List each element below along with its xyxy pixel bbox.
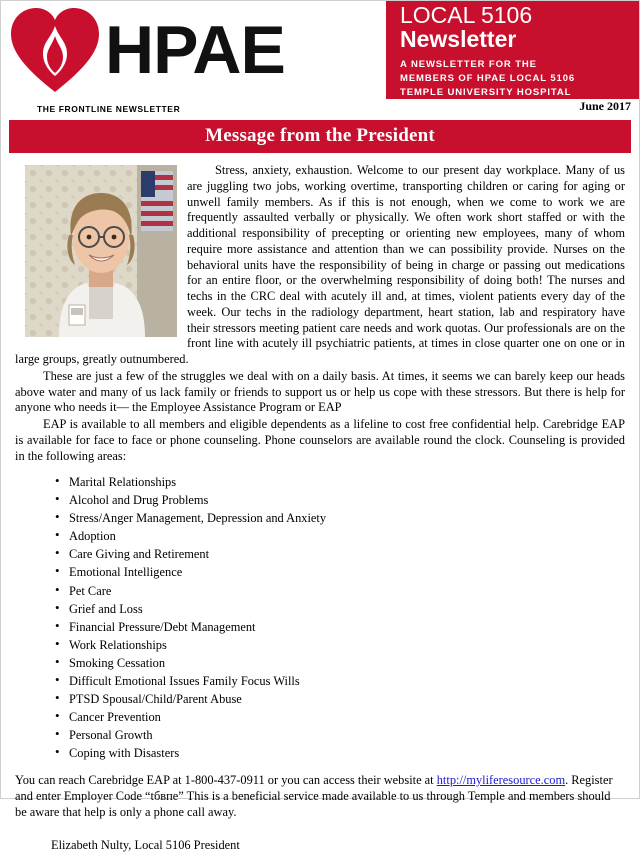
banner-title <box>400 3 627 51</box>
list-item: • Grief and Loss <box>55 600 625 618</box>
banner-title-local: LOCAL 5106 <box>400 1 533 28</box>
issue-date: June 2017 <box>579 99 631 113</box>
list-item: • Coping with Disasters <box>55 744 625 762</box>
president-portrait <box>25 165 177 337</box>
banner-subtitle <box>400 58 627 99</box>
list-item: • Financial Pressure/Debt Management <box>55 618 625 636</box>
list-item: • Cancer Prevention <box>55 708 625 726</box>
list-item: • Smoking Cessation <box>55 654 625 672</box>
banner-title-newsletter: Newsletter <box>400 25 517 52</box>
frontline-row <box>1 99 639 117</box>
banner-block <box>386 1 639 99</box>
list-item: • Care Giving and Retirement <box>55 545 625 563</box>
banner-subtitle-line-3: TEMPLE UNIVERSITY HOSPITAL <box>400 86 572 98</box>
paragraph-2: These are just a few of the struggles we deal with on a daily basis. At times, it seems we can barely keep our heads above water and many of us lack family or friends to support us or help us cope with these stressors. But there is help for anyone who needs it— the Employee Assistance Program or EAP <box>15 368 625 415</box>
signature: Elizabeth Nulty, Local 5106 President <box>51 838 240 853</box>
masthead <box>1 1 639 99</box>
list-item: • Alcohol and Drug Problems <box>55 491 625 509</box>
list-item: • Work Relationships <box>55 636 625 654</box>
myliferesource-link[interactable]: http://myliferesource.com <box>436 773 566 787</box>
closing-text-after-link: . Register and enter Employer Code “tбвпe” This is a beneficial service made available to us through Temple and members should be aware that help is only a phone call away. <box>15 773 613 820</box>
paragraph-3: EAP is available to all members and eligible dependents as a lifeline to cost free confidential help. Carebridge EAP is available for face to face or phone counseling. Phone counselors are available round the clock. Counseling is provided in the following areas: <box>15 417 625 463</box>
list-item: • Adoption <box>55 527 625 545</box>
closing-paragraph <box>15 772 625 820</box>
list-item: • Emotional Intelligence <box>55 563 625 581</box>
hpae-logo-text: HPAE <box>105 12 285 88</box>
banner-subtitle-line-2: MEMBERS OF HPAE LOCAL 5106 <box>400 72 576 84</box>
list-item: • Stress/Anger Management, Depression and Anxiety <box>55 509 625 527</box>
article-body <box>1 153 639 853</box>
list-item: • Difficult Emotional Issues Family Focus Wills <box>55 672 625 690</box>
frontline-label: THE FRONTLINE NEWSLETTER <box>37 104 181 114</box>
article-title: Message from the President <box>9 120 631 153</box>
list-item: • Personal Growth <box>55 726 625 744</box>
list-item: • Pet Care <box>55 582 625 600</box>
logo-block <box>1 1 386 99</box>
list-item: • PTSD Spousal/Child/Parent Abuse <box>55 690 625 708</box>
closing-text-before-link: You can reach Carebridge EAP at 1-800-437-0911 or you can access their website at <box>15 773 437 787</box>
paragraph-1: Stress, anxiety, exhaustion. Welcome to our present day workplace. Many of us are juggling two jobs, working overtime, transporting children or caring for aging or unwell family members. As if this is not enough, when we come to work we are frequently assaulted verbally or physically. We often work short staffed or with the additional responsibility of precepting or orienting new employees, many of whom require more assistance and attention than we can possibility provide. Nurses on the behavioral units have the responsibility of being in charge or passing out medications for an entire floor, or the overwhelming responsibility of doing both! The nurses and techs in the CRC deal with acutely ill and, at times, violent patients every day of the week. Our techs in the radiology department, heart station, lab and respiratory have their stressors meeting patient care needs and work quotas. Our professionals are on the front line with acutely ill psychiatric patients, at times in close quarter one on one or in large groups, greatly outnumbered. <box>15 163 625 366</box>
banner-subtitle-line-1: A NEWSLETTER FOR THE <box>400 59 537 70</box>
topics-list <box>15 473 625 762</box>
list-item: • Marital Relationships <box>55 473 625 491</box>
heart-flame-icon <box>7 4 103 96</box>
